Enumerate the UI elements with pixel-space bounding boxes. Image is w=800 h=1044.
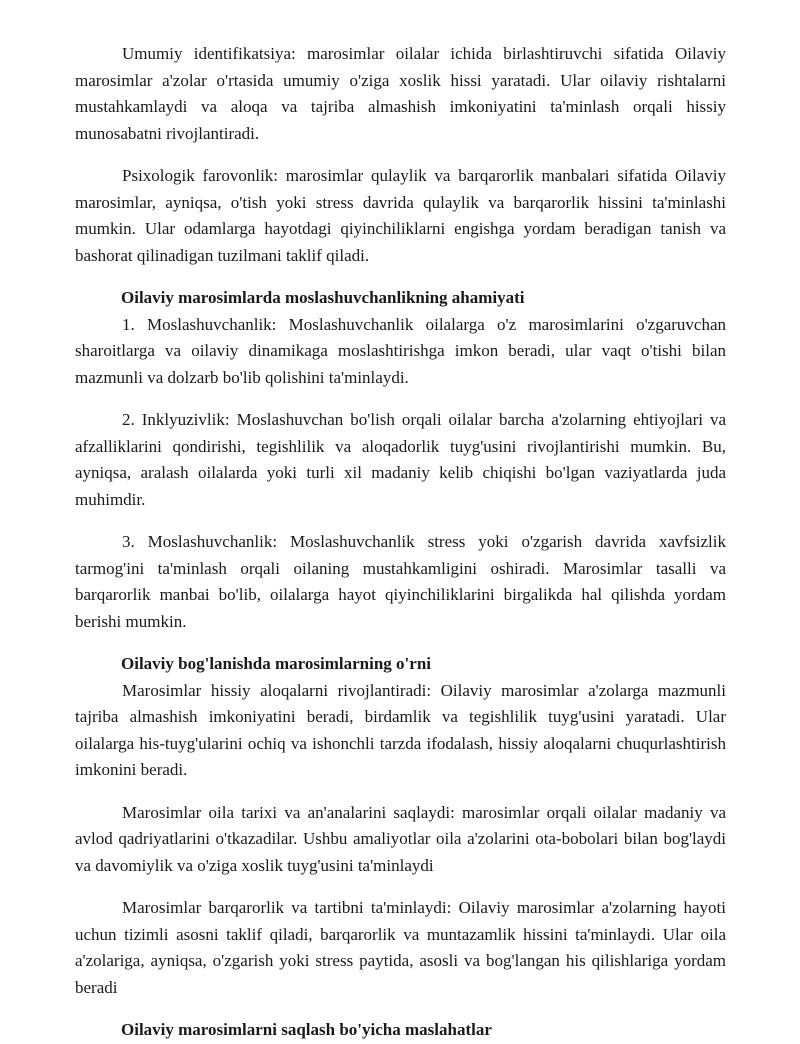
section-heading-family-bonding: Oilaviy bog'lanishda marosimlarning o'rni (121, 654, 431, 673)
paragraph-adaptability: 1. Moslashuvchanlik: Moslashuvchanlik oilalarga o'z marosimlarini o'zgaruvchan sharoitlarga va oilaviy dinamikaga moslashtirishga imkon beradi, ular vaqt o'tishi bilan mazmunli va dolzarb bo'lib qolishini ta'minlaydi. (75, 314, 726, 387)
paragraph-shared-identity: Umumiy identifikatsiya: marosimlar oilalar ichida birlashtiruvchi sifatida Oilaviy marosimlar a'zolar o'rtasida umumiy o'ziga xoslik hissi yaratadi. Ular oilaviy rishtalarni mustahkamlaydi va aloqa va tajriba almashish imkoniyatini ta'minlash orqali hissiy munosabatni rivojlantiradi. (75, 44, 726, 143)
section-heading-preservation-tips: Oilaviy marosimlarni saqlash bo'yicha maslahatlar (121, 1020, 492, 1039)
paragraph-stability-order: Marosimlar barqarorlik va tartibni ta'minlaydi: Oilaviy marosimlar a'zolarning hayoti uchun tizimli asosni taklif qiladi, barqarorlik va muntazamlik hissini ta'minlaydi. Ular oila a'zolariga, ayniqsa, o'zgarish yoki stress paytida, asosli va bog'langan his qilishlariga yordam beradi (75, 898, 726, 997)
paragraph-psychological-wellbeing: Psixologik farovonlik: marosimlar qulaylik va barqarorlik manbalari sifatida Oilaviy marosimlar, ayniqsa, o'tish yoki stress davrida qulaylik va barqarorlik hissini ta'minlashi mumkin. Ular odamlarga hayotdagi qiyinchiliklarni engishga yordam beradigan tanish va bashorat qilinadigan tuzilmani taklif qiladi. (75, 166, 726, 265)
paragraph-emotional-connections: Marosimlar hissiy aloqalarni rivojlantiradi: Oilaviy marosimlar a'zolarga mazmunli tajriba almashish imkoniyatini beradi, birdamlik va tegishlilik tuyg'usini yaratadi. Ular oilalarga his-tuyg'ularini ochiq va ishonchli tarzda ifodalash, hissiy aloqalarni chuqurlashtirish imkonini beradi. (75, 680, 726, 779)
paragraph-resilience: 3. Moslashuvchanlik: Moslashuvchanlik stress yoki o'zgarish davrida xavfsizlik tarmog'ini ta'minlash orqali oilaning mustahkamligini oshiradi. Marosimlar tasalli va barqarorlik manbai bo'lib, oilalarga hayot qiyinchiliklarini birgalikda hal qilishda yordam berishi mumkin. (75, 532, 726, 631)
paragraph-family-history: Marosimlar oila tarixi va an'analarini saqlaydi: marosimlar orqali oilalar madaniy va avlod qadriyatlarini o'tkazadilar. Ushbu amaliyotlar oila a'zolarini ota-bobolari bilan bog'laydi va davomiylik va o'ziga xoslik tuyg'usini ta'minlaydi (75, 802, 726, 875)
paragraph-inclusivity: 2. Inklyuzivlik: Moslashuvchan bo'lish orqali oilalar barcha a'zolarning ehtiyojlari va afzalliklarini qondirishi, tegishlilik va aloqadorlik tuyg'usini rivojlantirishi mumkin. Bu, ayniqsa, aralash oilalarda yoki turli xil madaniy kelib chiqishi bo'lgan vaziyatlarda juda muhimdir. (75, 410, 726, 509)
document-page (75, 41, 726, 1044)
section-heading-flexibility: Oilaviy marosimlarda moslashuvchanlikning ahamiyati (121, 288, 525, 307)
